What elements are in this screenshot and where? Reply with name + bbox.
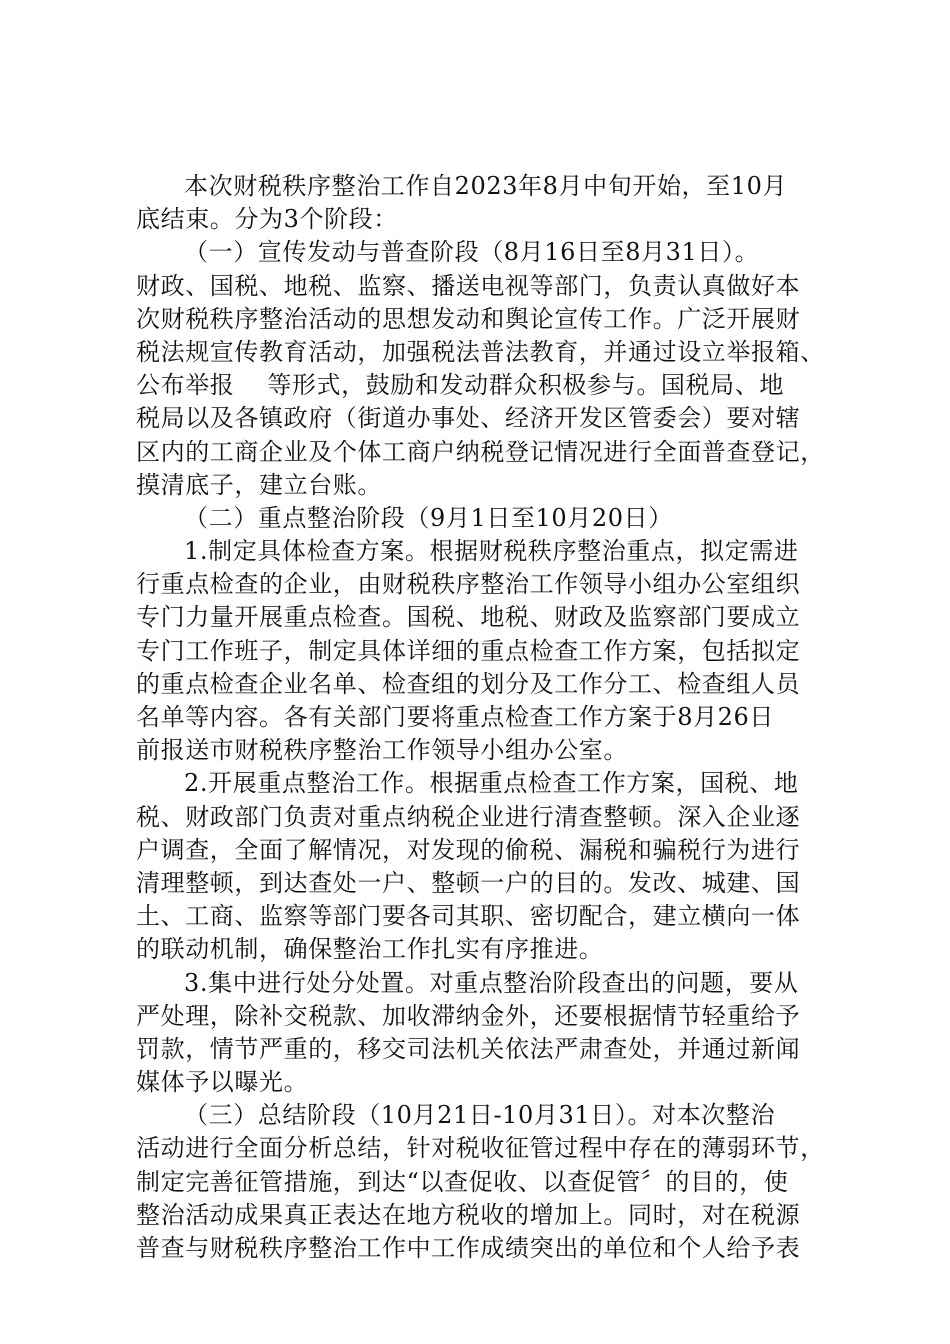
document-line: 税局以及各镇政府（街道办事处、经济开发区管委会）要对辖	[136, 404, 801, 433]
document-line: 3.集中进行处分处置。对重点整治阶段查出的问题，要从	[184, 968, 799, 997]
document-line: 户调查，全面了解情况，对发现的偷税、漏税和骗税行为进行	[136, 835, 801, 864]
document-line: （二）重点整治阶段（9月1日至10月20日）	[184, 503, 673, 532]
document-line: 制定完善征管措施，到达“以查促收、以查促管〞的目的，使	[136, 1167, 789, 1196]
document-line: 媒体予以曝光。	[136, 1068, 309, 1097]
document-line: 行重点检查的企业，由财税秩序整治工作领导小组办公室组织	[136, 570, 801, 599]
document-line: 罚款，情节严重的，移交司法机关依法严肃查处，并通过新闻	[136, 1034, 801, 1063]
document-line: 税、财政部门负责对重点纳税企业进行清查整顿。深入企业逐	[136, 802, 801, 831]
document-line: 名单等内容。各有关部门要将重点检查工作方案于8月26日	[136, 703, 775, 731]
document-line: 区内的工商企业及个体工商户纳税登记情况进行全面普查登记，	[136, 437, 825, 466]
document-line: 的联动机制，确保整治工作扎实有序推进。	[136, 935, 604, 964]
document-line: 底结束。分为3个阶段：	[136, 205, 398, 234]
document-line: 专门力量开展重点检查。国税、地税、财政及监察部门要成立	[136, 603, 801, 632]
document-line: 税法规宣传教育活动，加强税法普法教育，并通过设立举报箱、	[136, 337, 825, 366]
document-line: 摸清底子，建立台账。	[136, 470, 382, 499]
document-line: 次财税秩序整治活动的思想发动和舆论宣传工作。广泛开展财	[136, 304, 801, 333]
document-line: （三）总结阶段（10月21日-10月31日）。对本次整治	[184, 1101, 776, 1130]
document-line: 2.开展重点整治工作。根据重点检查工作方案，国税、地	[184, 769, 799, 798]
document-line: 整治活动成果真正表达在地方税收的增加上。同时，对在税源	[136, 1200, 801, 1229]
document-line: 公布举报 等形式，鼓励和发动群众积极参与。国税局、地	[136, 371, 784, 400]
document-line: 普查与财税秩序整治工作中工作成绩突出的单位和个人给予表	[136, 1234, 801, 1262]
document-line: （一）宣传发动与普查阶段（8月16日至8月31日）。	[184, 238, 760, 267]
document-line: 财政、国税、地税、监察、播送电视等部门，负责认真做好本	[136, 271, 801, 300]
document-line: 前报送市财税秩序整治工作领导小组办公室。	[136, 736, 628, 765]
document-line: 本次财税秩序整治工作自2023年8月中旬开始，至10月	[184, 172, 788, 200]
document-line: 严处理，除补交税款、加收滞纳金外，还要根据情节轻重给予	[136, 1001, 801, 1030]
document-line: 活动进行全面分析总结，针对税收征管过程中存在的薄弱环节，	[136, 1134, 825, 1163]
document-line: 专门工作班子，制定具体详细的重点检查工作方案，包括拟定	[136, 636, 801, 665]
document-line: 的重点检查企业名单、检查组的划分及工作分工、检查组人员	[136, 669, 801, 698]
document-body	[136, 170, 836, 1265]
document-line: 土、工商、监察等部门要各司其职、密切配合，建立横向一体	[136, 902, 801, 931]
document-line: 清理整顿，到达查处一户、整顿一户的目的。发改、城建、国	[136, 868, 801, 897]
document-line: 1.制定具体检查方案。根据财税秩序整治重点，拟定需进	[184, 537, 799, 566]
